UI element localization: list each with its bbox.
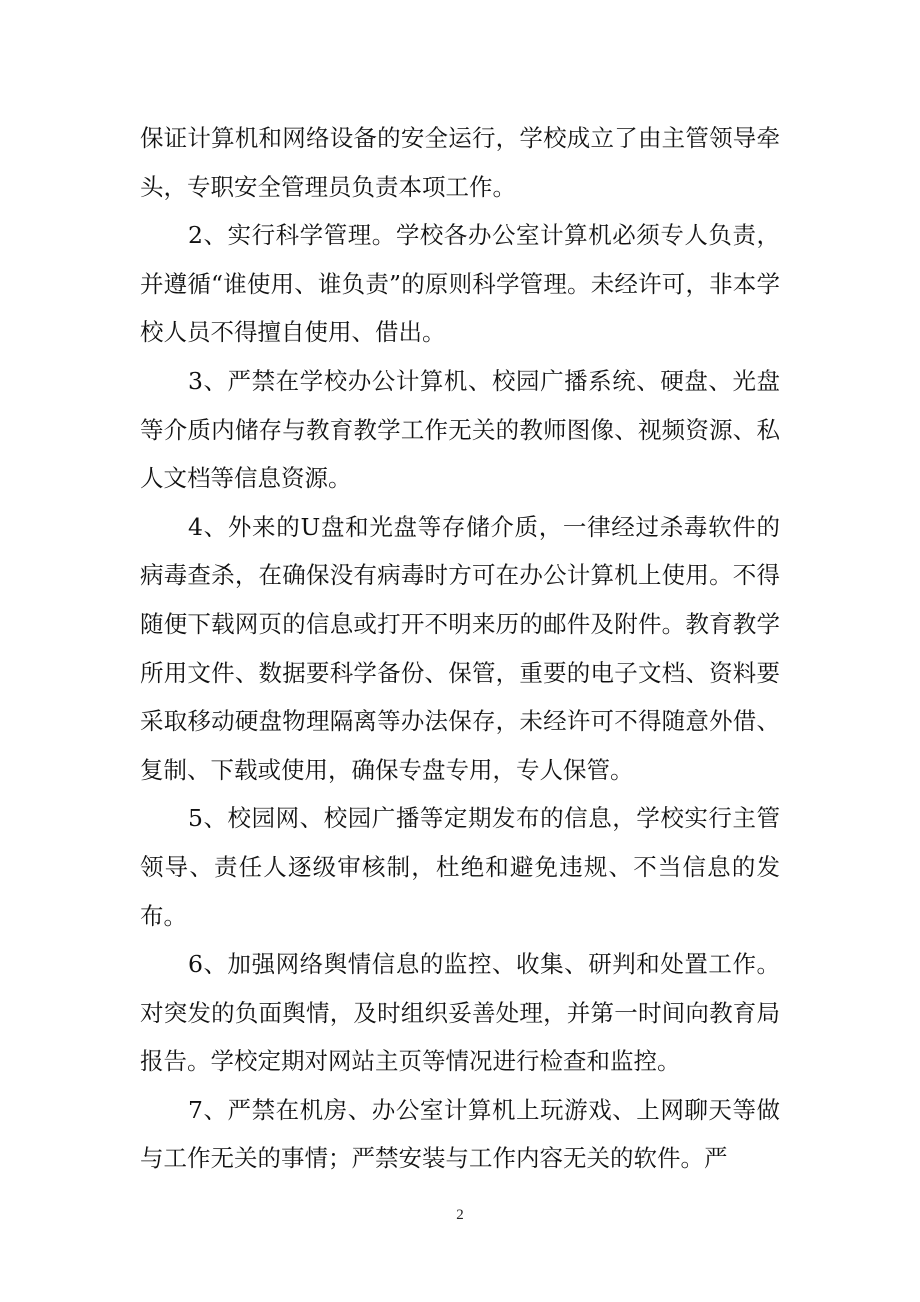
- paragraph-item-3: 3、严禁在学校办公计算机、校园广播系统、硬盘、光盘等介质内储存与教育教学工作无关的教师图像、视频资源、私人文档等信息资源。: [140, 366, 780, 493]
- paragraph-item-7: 7、严禁在机房、办公室计算机上玩游戏、上网聊天等做与工作无关的事情；严禁安装与工作内容无关的软件。严: [140, 1095, 780, 1173]
- page-number: 2: [456, 1207, 464, 1223]
- paragraph-item-5: 5、校园网、校园广播等定期发布的信息，学校实行主管领导、责任人逐级审核制，杜绝和避免违规、不当信息的发布。: [140, 804, 780, 930]
- paragraph-item-6: 6、加强网络舆情信息的监控、收集、研判和处置工作。对突发的负面舆情，及时组织妥善处理，并第一时间向教育局报告。学校定期对网站主页等情况进行检查和监控。: [140, 950, 780, 1076]
- document-body: [140, 114, 780, 1183]
- paragraph-continuation: 保证计算机和网络设备的安全运行，学校成立了由主管领导牵头，专职安全管理员负责本项工作。: [140, 124, 780, 201]
- paragraph-item-4: 4、外来的U盘和光盘等存储介质，一律经过杀毒软件的病毒查杀，在确保没有病毒时方可在办公计算机上使用。不得随便下载网页的信息或打开不明来历的邮件及附件。教育教学所用文件、数据要科学备份、保管，重要的电子文档、资料要采取移动硬盘物理隔离等办法保存，未经许可不得随意外借、复制、下载或使用，确保专盘专用，专人保管。: [140, 512, 780, 784]
- paragraph-item-2: 2、实行科学管理。学校各办公室计算机必须专人负责，并遵循“谁使用、谁负责”的原则科学管理。未经许可，非本学校人员不得擅自使用、借出。: [140, 221, 780, 347]
